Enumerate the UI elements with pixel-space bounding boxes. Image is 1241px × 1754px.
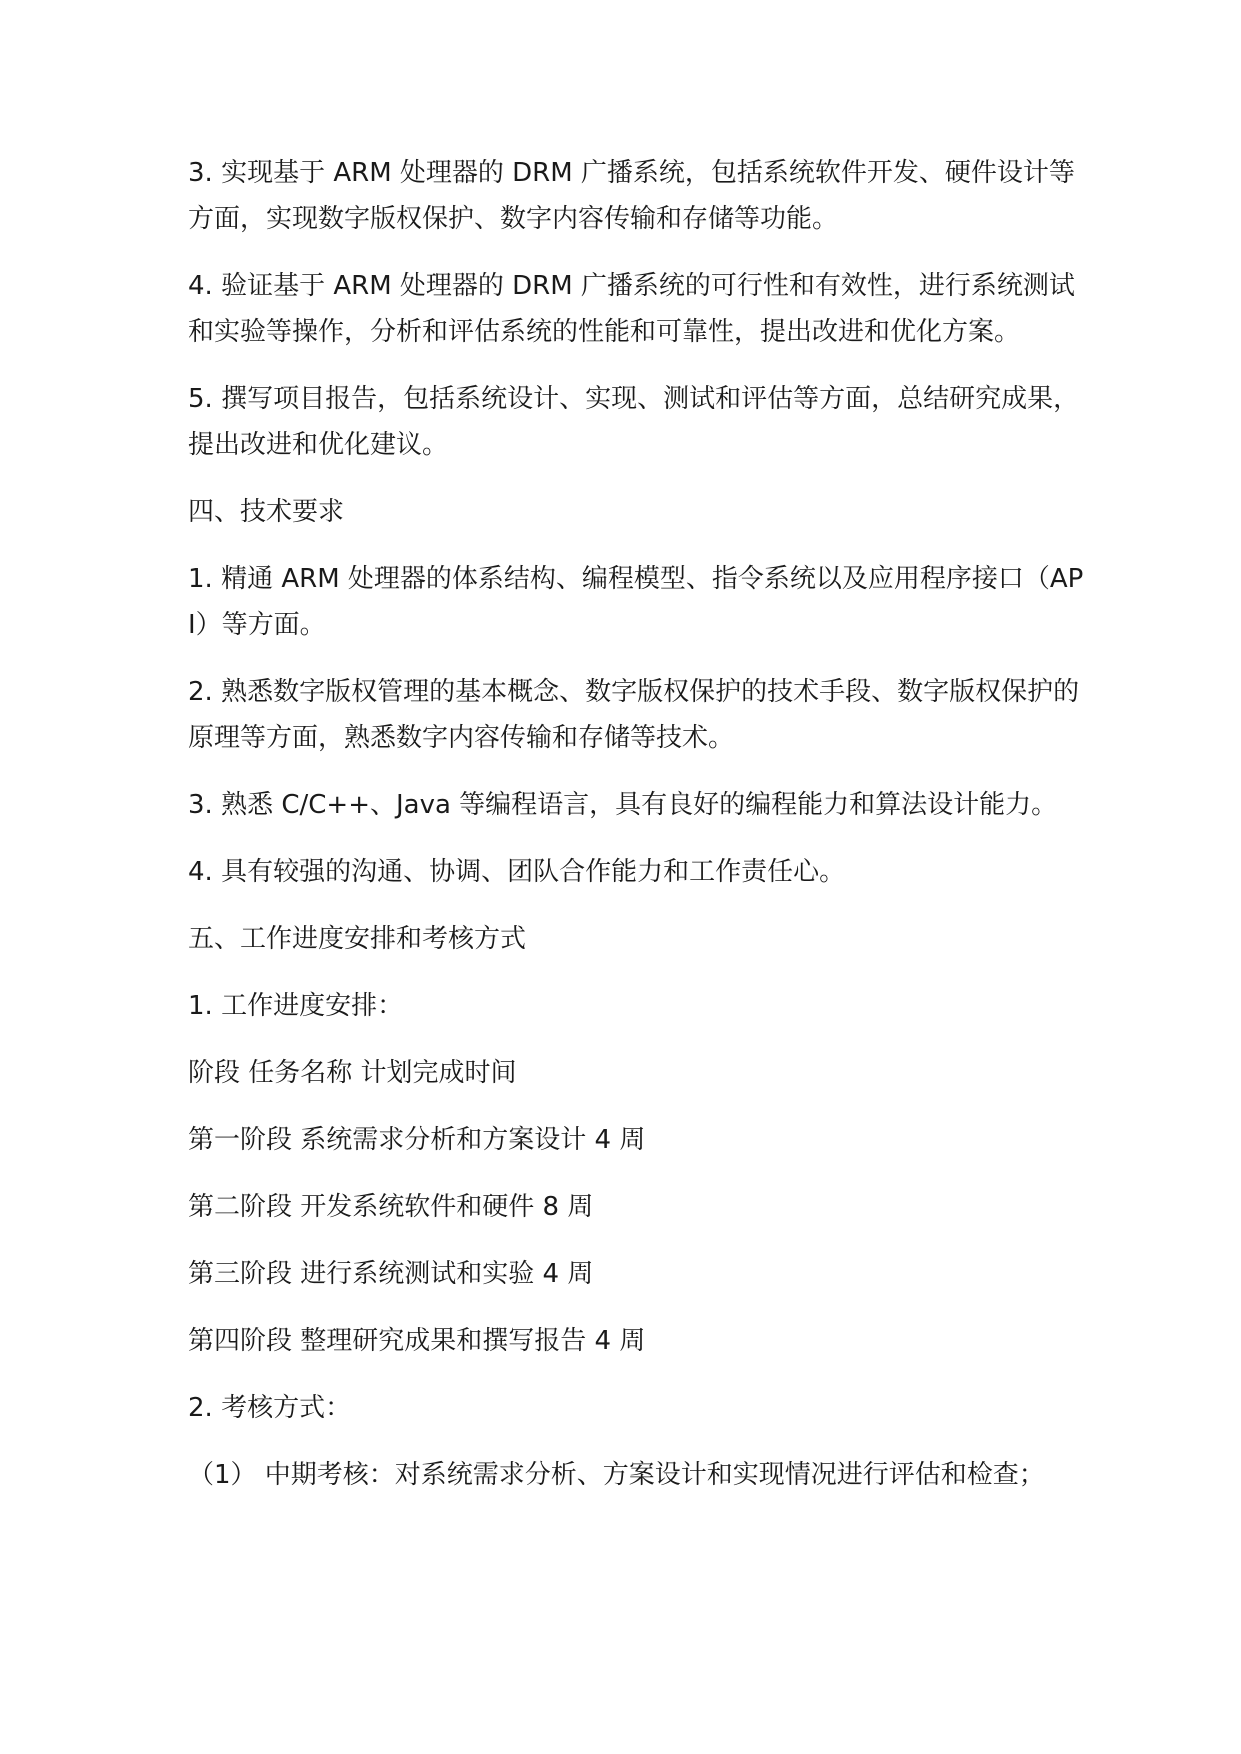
section-heading-technical-requirements: 四、技术要求 [188, 497, 345, 527]
section-heading-schedule-assessment: 五、工作进度安排和考核方式 [188, 924, 527, 954]
paragraph-task-3: 3. 实现基于 ARM 处理器的 DRM 广播系统，包括系统软件开发、硬件设计等方面，实现数字版权保护、数字内容传输和存储等功能。 [188, 158, 1075, 234]
paragraph-requirement-3: 3. 熟悉 C/C++、Java 等编程语言，具有良好的编程能力和算法设计能力。 [188, 790, 1058, 820]
paragraph-requirement-1: 1. 精通 ARM 处理器的体系结构、编程模型、指令系统以及应用程序接口（API）等方面。 [188, 564, 1084, 640]
paragraph-requirement-4: 4. 具有较强的沟通、协调、团队合作能力和工作责任心。 [188, 857, 846, 887]
paragraph-requirement-2: 2. 熟悉数字版权管理的基本概念、数字版权保护的技术手段、数字版权保护的原理等方面，熟悉数字内容传输和存储等技术。 [188, 677, 1080, 753]
paragraph-assessment-midterm: （1） 中期考核：对系统需求分析、方案设计和实现情况进行评估和检查； [188, 1460, 1045, 1490]
paragraph-task-4: 4. 验证基于 ARM 处理器的 DRM 广播系统的可行性和有效性，进行系统测试和实验等操作，分析和评估系统的性能和可靠性，提出改进和优化方案。 [188, 271, 1075, 347]
schedule-row-phase-4: 第四阶段 整理研究成果和撰写报告 4 周 [188, 1326, 646, 1356]
paragraph-task-5: 5. 撰写项目报告，包括系统设计、实现、测试和评估等方面，总结研究成果，提出改进和优化建议。 [188, 384, 1080, 460]
schedule-row-phase-3: 第三阶段 进行系统测试和实验 4 周 [188, 1259, 594, 1289]
paragraph-schedule-title: 1. 工作进度安排： [188, 991, 404, 1021]
document-body [188, 150, 1088, 1519]
schedule-header-row: 阶段 任务名称 计划完成时间 [188, 1058, 517, 1088]
schedule-row-phase-2: 第二阶段 开发系统软件和硬件 8 周 [188, 1192, 594, 1222]
paragraph-assessment-title: 2. 考核方式： [188, 1393, 352, 1423]
schedule-row-phase-1: 第一阶段 系统需求分析和方案设计 4 周 [188, 1125, 646, 1155]
